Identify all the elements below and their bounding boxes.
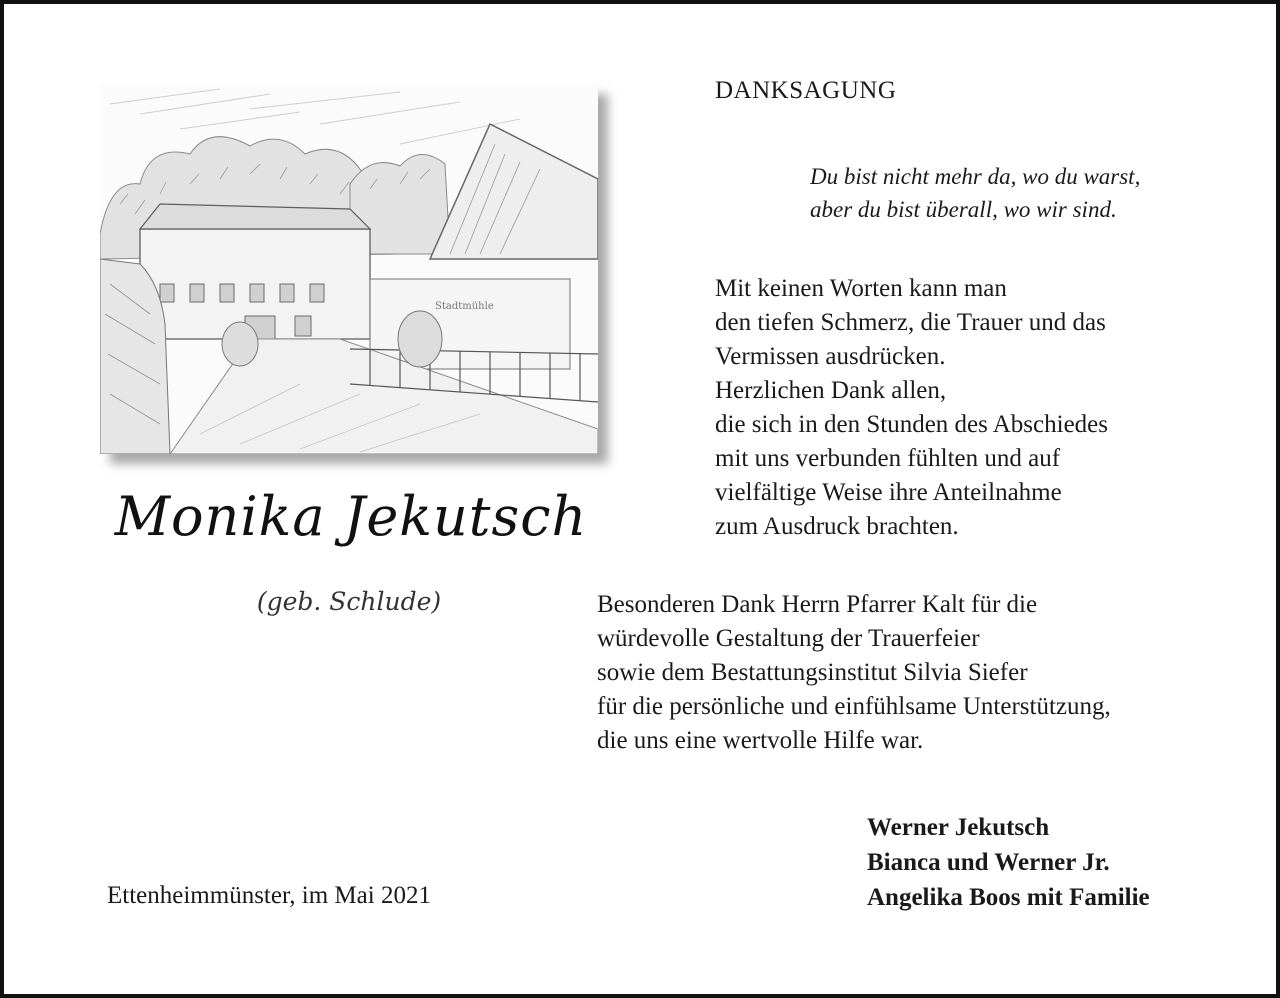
paragraph-line: Mit keinen Worten kann man [715, 275, 1007, 302]
thanks-paragraph-2 [597, 588, 1111, 758]
paragraph-line: vielfältige Weise ihre Anteilnahme [715, 479, 1062, 506]
paragraph-line: die sich in den Stunden des Abschiedes [715, 411, 1108, 438]
heading-danksagung: DANKSAGUNG [715, 77, 897, 104]
paragraph-line: würdevolle Gestaltung der Trauerfeier [597, 625, 980, 652]
maiden-name: (geb. Schlude) [256, 587, 442, 616]
paragraph-line: zum Ausdruck brachten. [715, 513, 959, 540]
sketch-sign-text: Stadtmühle [435, 301, 494, 312]
quote-line: Du bist nicht mehr da, wo du warst, [810, 164, 1141, 189]
signer-name: Bianca und Werner Jr. [867, 849, 1110, 876]
quote-line: aber du bist überall, wo wir sind. [810, 197, 1117, 222]
paragraph-line: Herzlichen Dank allen, [715, 377, 947, 404]
thanks-paragraph-1 [715, 272, 1108, 544]
paragraph-line: Besonderen Dank Herrn Pfarrer Kalt für die [597, 591, 1038, 618]
signer-name: Werner Jekutsch [867, 814, 1050, 841]
pencil-sketch-image [100, 84, 598, 454]
signer-name: Angelika Boos mit Familie [867, 884, 1150, 911]
paragraph-line: sowie dem Bestattungsinstitut Silvia Siefer [597, 659, 1028, 686]
sketch-drawing [100, 84, 598, 454]
paragraph-line: den tiefen Schmerz, die Trauer und das [715, 309, 1106, 336]
signers-list [867, 810, 1150, 915]
place-and-date: Ettenheimmünster, im Mai 2021 [107, 882, 431, 909]
quote [810, 160, 1140, 226]
deceased-name: Monika Jekutsch [114, 485, 588, 548]
paragraph-line: mit uns verbunden fühlten und auf [715, 445, 1061, 472]
paragraph-line: Vermissen ausdrücken. [715, 343, 946, 370]
paragraph-line: die uns eine wertvolle Hilfe war. [597, 727, 924, 754]
paragraph-line: für die persönliche und einfühlsame Unterstützung, [597, 693, 1111, 720]
